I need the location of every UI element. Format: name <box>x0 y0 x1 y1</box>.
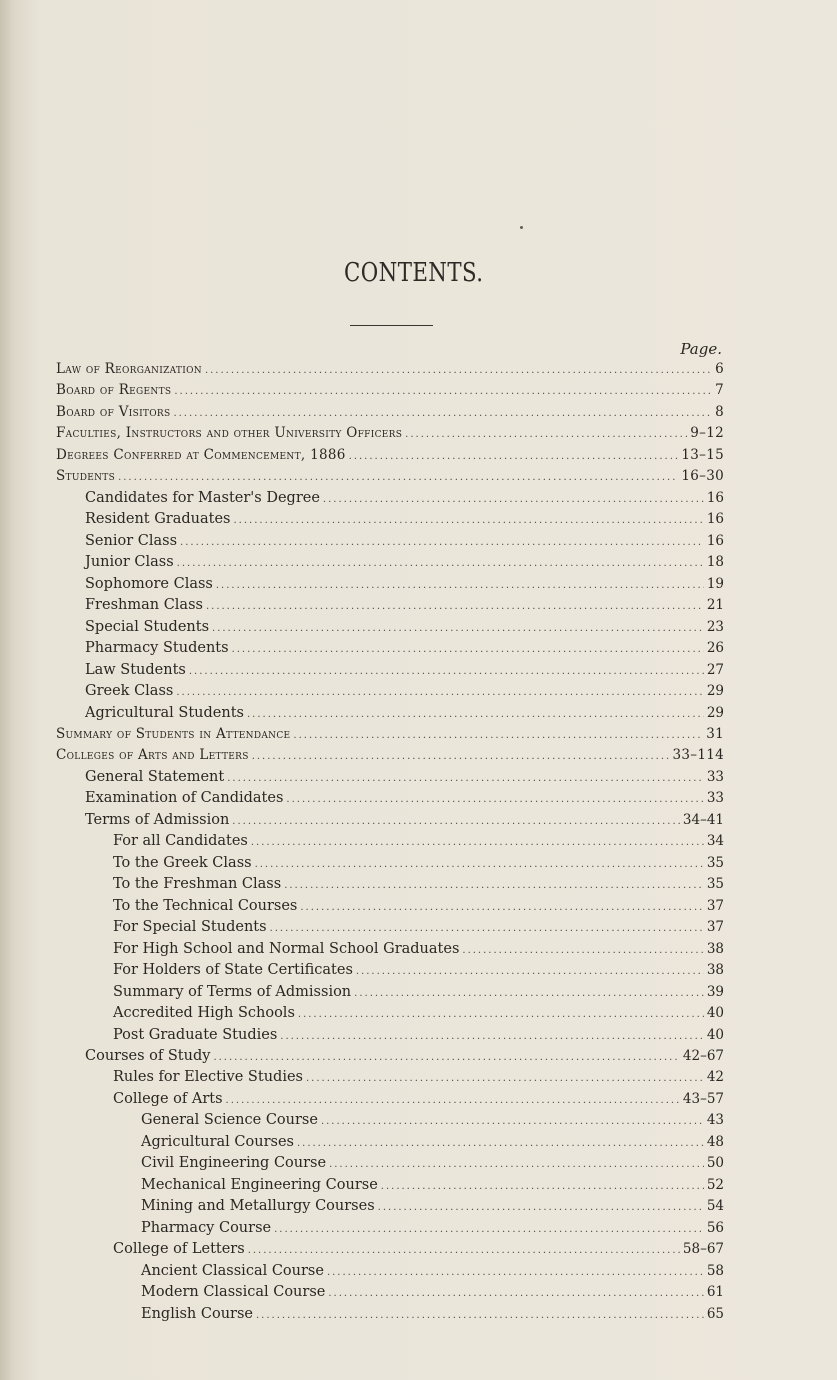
toc-entry <box>56 1304 724 1325</box>
dot-leader <box>213 1047 679 1068</box>
toc-entry-page: 27 <box>706 661 724 678</box>
toc-entry-page: 26 <box>706 640 724 657</box>
toc-entry-page: 35 <box>706 876 724 893</box>
toc-entry-label: College of Letters <box>113 1241 245 1258</box>
toc-entry <box>56 423 724 444</box>
toc-entry-page: 34–41 <box>682 811 724 828</box>
toc-entry <box>56 1153 724 1174</box>
dot-leader <box>248 1240 680 1261</box>
dot-leader <box>227 768 704 789</box>
toc-entry-label: Agricultural Courses <box>141 1133 294 1150</box>
dot-leader <box>180 532 704 553</box>
toc-entry-label: Mining and Metallurgy Courses <box>141 1198 375 1215</box>
toc-entry-label: Special Students <box>85 618 210 635</box>
toc-entry-label: Faculties, Instructors and other University Officers <box>56 425 403 442</box>
toc-entry-page: 33 <box>706 790 724 807</box>
toc-entry <box>56 617 724 638</box>
toc-entry-label: Law of Reorganization <box>56 361 202 377</box>
toc-entry-label: Degrees Conferred at Commencement, 1886 <box>56 446 346 463</box>
toc-entry-label: To the Technical Courses <box>113 897 298 914</box>
toc-entry-page: 38 <box>706 940 724 957</box>
toc-entry-page: 16 <box>706 489 724 506</box>
toc-entry <box>56 574 724 595</box>
dot-leader <box>323 489 704 510</box>
toc-entry-label: Colleges of Arts and Letters <box>56 747 249 764</box>
toc-entry-page: 16 <box>706 511 724 528</box>
title-rule <box>350 325 433 326</box>
toc-entry-label: To the Freshman Class <box>113 876 282 893</box>
dot-leader <box>349 446 679 467</box>
dot-leader <box>118 467 678 488</box>
dot-leader <box>378 1197 704 1218</box>
toc-entry-label: Accredited High Schools <box>113 1005 295 1022</box>
toc-entry <box>56 982 724 1003</box>
dot-leader <box>216 575 704 596</box>
toc-entry-label: Students <box>56 468 116 485</box>
toc-entry <box>56 810 724 831</box>
dot-leader <box>252 746 670 767</box>
toc-entry-page: 31 <box>706 725 724 742</box>
toc-entry-label: For Special Students <box>113 919 267 936</box>
toc-entry <box>56 445 724 466</box>
toc-entry-page: 16 <box>706 532 724 549</box>
dot-leader <box>189 661 704 682</box>
dot-leader <box>405 424 687 445</box>
toc-entry <box>56 1025 724 1046</box>
toc-entry-label: Greek Class <box>85 683 174 700</box>
toc-entry-page: 33–114 <box>672 747 724 764</box>
toc-entry <box>56 552 724 573</box>
dot-leader <box>356 961 704 982</box>
toc-entry-page: 13–15 <box>681 446 724 463</box>
toc-entry <box>56 896 724 917</box>
toc-entry <box>56 595 724 616</box>
toc-entry-page: 43–57 <box>682 1090 724 1107</box>
toc-entry <box>56 466 724 487</box>
toc-entry-page: 6 <box>715 361 724 377</box>
dot-leader <box>286 789 703 810</box>
toc-entry-label: Candidates for Master's Degree <box>85 489 320 506</box>
toc-entry-label: Summary of Terms of Admission <box>113 983 352 1000</box>
toc-entry-page: 42 <box>706 1069 724 1086</box>
dot-leader <box>321 1111 704 1132</box>
toc-entry-label: Terms of Admission <box>85 811 230 828</box>
table-of-contents <box>56 359 724 1325</box>
toc-entry <box>56 1175 724 1196</box>
toc-entry-label: Freshman Class <box>85 597 203 614</box>
dot-leader <box>176 682 703 703</box>
dot-leader <box>462 940 703 961</box>
toc-entry <box>56 638 724 659</box>
dot-leader <box>226 1090 680 1111</box>
toc-entry <box>56 1003 724 1024</box>
toc-entry <box>56 509 724 530</box>
toc-entry <box>56 1261 724 1282</box>
toc-entry-label: Mechanical Engineering Course <box>141 1176 378 1193</box>
toc-entry-label: Board of Visitors <box>56 403 171 420</box>
dot-leader <box>297 1133 704 1154</box>
dot-leader <box>232 639 704 660</box>
toc-entry <box>56 1089 724 1110</box>
toc-entry-page: 34 <box>706 833 724 850</box>
toc-entry-page: 7 <box>715 382 724 399</box>
toc-entry <box>56 1239 724 1260</box>
toc-entry <box>56 488 724 509</box>
toc-entry-page: 38 <box>706 962 724 979</box>
toc-entry-page: 18 <box>706 554 724 571</box>
page-column-header: Page. <box>680 340 722 358</box>
toc-entry-page: 35 <box>706 854 724 871</box>
toc-entry-label: Pharmacy Students <box>85 640 229 657</box>
dot-leader <box>381 1176 704 1197</box>
toc-entry-page: 54 <box>706 1198 724 1215</box>
toc-entry-page: 29 <box>706 704 724 721</box>
dot-leader <box>234 510 704 531</box>
toc-entry-page: 61 <box>706 1284 724 1301</box>
toc-entry-page: 37 <box>706 919 724 936</box>
toc-entry <box>56 1218 724 1239</box>
toc-entry <box>56 1132 724 1153</box>
dot-leader <box>205 360 712 381</box>
toc-entry-page: 40 <box>706 1026 724 1043</box>
toc-entry-label: Senior Class <box>85 532 178 549</box>
toc-entry-label: Ancient Classical Course <box>141 1262 324 1279</box>
toc-entry <box>56 531 724 552</box>
toc-entry <box>56 703 724 724</box>
toc-entry-page: 21 <box>706 597 724 614</box>
toc-entry-page: 39 <box>706 983 724 1000</box>
toc-entry <box>56 831 724 852</box>
dot-leader <box>206 596 704 617</box>
toc-entry-page: 23 <box>706 618 724 635</box>
dot-leader <box>329 1154 704 1175</box>
page-title: CONTENTS. <box>344 258 484 288</box>
dot-leader <box>280 1026 704 1047</box>
toc-entry <box>56 402 724 423</box>
toc-entry-label: Modern Classical Course <box>141 1284 326 1301</box>
toc-entry-page: 9–12 <box>690 425 724 442</box>
toc-entry <box>56 767 724 788</box>
toc-entry-page: 56 <box>706 1219 724 1236</box>
toc-entry <box>56 1046 724 1067</box>
toc-entry <box>56 917 724 938</box>
toc-entry-label: Agricultural Students <box>85 704 244 721</box>
dot-leader <box>270 918 704 939</box>
toc-entry-page: 50 <box>706 1155 724 1172</box>
dot-leader <box>306 1068 704 1089</box>
toc-entry-label: For Holders of State Certificates <box>113 962 353 979</box>
toc-entry <box>56 1110 724 1131</box>
dot-leader <box>274 1219 704 1240</box>
toc-entry-label: Junior Class <box>85 554 174 571</box>
toc-entry <box>56 359 724 380</box>
toc-entry-page: 43 <box>706 1112 724 1129</box>
toc-entry <box>56 681 724 702</box>
toc-entry-page: 48 <box>706 1133 724 1150</box>
toc-entry <box>56 788 724 809</box>
toc-entry-label: Examination of Candidates <box>85 790 284 807</box>
toc-entry-page: 42–67 <box>682 1048 724 1064</box>
toc-entry-label: Law Students <box>85 661 186 678</box>
toc-entry-label: Summary of Students in Attendance <box>56 725 291 742</box>
toc-entry <box>56 380 724 401</box>
toc-entry-page: 65 <box>706 1305 724 1322</box>
toc-entry-label: College of Arts <box>113 1090 223 1107</box>
dot-leader <box>354 983 704 1004</box>
dot-leader <box>284 875 704 896</box>
dot-leader <box>255 854 704 875</box>
toc-entry-label: Courses of Study <box>85 1048 211 1064</box>
dot-leader <box>256 1305 704 1326</box>
toc-entry-label: For High School and Normal School Graduates <box>113 940 460 957</box>
toc-entry-label: Civil Engineering Course <box>141 1155 327 1172</box>
toc-entry <box>56 1196 724 1217</box>
toc-entry-page: 19 <box>706 575 724 592</box>
toc-entry <box>56 874 724 895</box>
toc-entry-label: Board of Regents <box>56 382 172 399</box>
toc-entry <box>56 960 724 981</box>
toc-entry-label: Rules for Elective Studies <box>113 1069 303 1086</box>
paper-speck <box>520 226 523 229</box>
dot-leader <box>177 553 704 574</box>
toc-entry-page: 16–30 <box>681 468 724 485</box>
toc-entry-page: 29 <box>706 683 724 700</box>
dot-leader <box>327 1262 704 1283</box>
toc-entry-label: General Statement <box>85 768 225 785</box>
dot-leader <box>293 725 703 746</box>
toc-entry <box>56 939 724 960</box>
toc-entry-page: 58 <box>706 1262 724 1279</box>
toc-entry-label: Pharmacy Course <box>141 1219 272 1236</box>
toc-entry-page: 52 <box>706 1176 724 1193</box>
toc-entry <box>56 660 724 681</box>
toc-entry <box>56 745 724 766</box>
dot-leader <box>174 381 712 402</box>
toc-entry-label: Sophomore Class <box>85 575 213 592</box>
dot-leader <box>173 403 712 424</box>
toc-entry-label: For all Candidates <box>113 833 248 850</box>
toc-entry <box>56 724 724 745</box>
toc-entry-page: 8 <box>715 403 724 420</box>
dot-leader <box>212 618 704 639</box>
toc-entry-label: To the Greek Class <box>113 854 252 871</box>
toc-entry-label: English Course <box>141 1305 253 1322</box>
toc-entry <box>56 1067 724 1088</box>
toc-entry-page: 58–67 <box>682 1241 724 1258</box>
toc-entry-page: 37 <box>706 897 724 914</box>
toc-entry <box>56 1282 724 1303</box>
toc-entry-label: General Science Course <box>141 1112 318 1129</box>
toc-entry-page: 33 <box>706 768 724 785</box>
dot-leader <box>328 1283 703 1304</box>
dot-leader <box>251 832 704 853</box>
toc-entry-label: Resident Graduates <box>85 511 231 528</box>
dot-leader <box>247 704 704 725</box>
dot-leader <box>300 897 703 918</box>
toc-entry-label: Post Graduate Studies <box>113 1026 278 1043</box>
dot-leader <box>232 811 680 832</box>
toc-entry <box>56 853 724 874</box>
toc-entry-page: 40 <box>706 1005 724 1022</box>
dot-leader <box>298 1004 704 1025</box>
